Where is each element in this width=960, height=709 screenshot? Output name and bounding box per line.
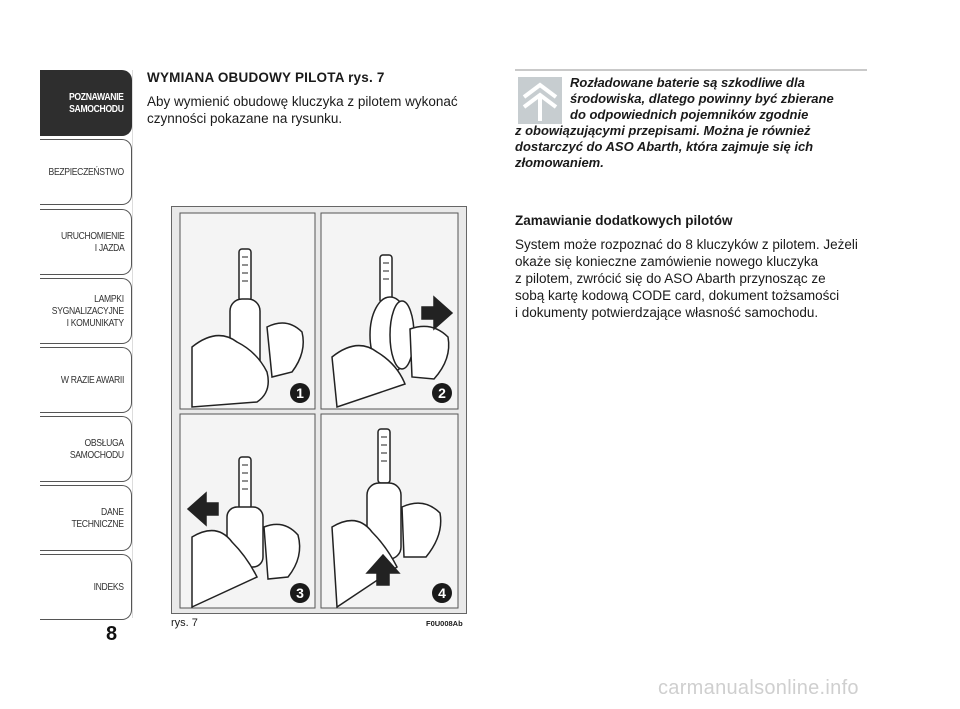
svg-text:2: 2 — [438, 385, 446, 401]
section-paragraph: Aby wymienić obudowę kluczyka z pilotem wykonać czynności pokazane na rysunku. — [147, 94, 458, 126]
step-badge-2 — [432, 383, 452, 403]
tab-bezpieczenstwo[interactable] — [40, 139, 132, 205]
tab-obsluga-samochodu[interactable] — [40, 416, 132, 482]
notice-top-rule — [515, 69, 867, 71]
tab-label: LAMPKI SYGNALIZACYJNE I KOMUNIKATY — [52, 293, 124, 329]
svg-text:3: 3 — [296, 585, 304, 601]
step-badge-1 — [290, 383, 310, 403]
tab-label: BEZPIECZEŃSTWO — [48, 166, 124, 178]
tab-label: DANE TECHNICZNE — [71, 506, 124, 530]
tab-uruchomienie-i-jazda[interactable] — [40, 209, 132, 275]
page-number: 8 — [106, 623, 118, 645]
notice-line-1: Rozładowane baterie są szkodliwe dla — [570, 75, 805, 90]
tab-label: OBSŁUGA SAMOCHODU — [70, 437, 124, 461]
section-heading: WYMIANA OBUDOWY PILOTA rys. 7 — [147, 70, 385, 85]
watermark: carmanualsonline.info — [658, 677, 859, 699]
order-remotes-paragraph: System może rozpoznać do 8 kluczyków z pilotem. Jeżeli okaże się konieczne zamówienie nowego kluczyka z pilotem, zwrócić się do ASO Abarth przynosząc ze sobą kartę kodową CODE card, dokument tożsamości i dokumenty potwierdzające własność samochodu. — [515, 237, 858, 320]
order-remotes-heading: Zamawianie dodatkowych pilotów — [515, 213, 733, 228]
step-badge-3 — [290, 583, 310, 603]
tab-label: W RAZIE AWARII — [60, 374, 124, 386]
tab-label: INDEKS — [93, 581, 124, 593]
notice-line-2: środowiska, dlatego powinny być zbierane — [570, 91, 834, 106]
notice-line-3: do odpowiednich pojemników zgodnie — [570, 107, 809, 122]
step-badge-4 — [432, 583, 452, 603]
tab-indeks[interactable] — [40, 554, 132, 620]
notice-rest: z obowiązującymi przepisami. Można je również dostarczyć do ASO Abarth, która zajmuje się ich złomowaniem. — [515, 123, 814, 170]
tab-label: POZNAWANIE SAMOCHODU — [69, 91, 124, 115]
svg-text:4: 4 — [438, 585, 446, 601]
tab-poznawanie-samochodu[interactable] — [40, 70, 132, 136]
figure-caption: rys. 7 — [171, 617, 198, 629]
tab-dane-techniczne[interactable] — [40, 485, 132, 551]
tab-lampki-sygnalizacyjne[interactable] — [40, 278, 132, 344]
tab-label: URUCHOMIENIE I JAZDA — [60, 230, 124, 254]
figure-code: F0U008Ab — [426, 619, 463, 628]
battery-disposal-notice — [515, 75, 870, 171]
sidebar-divider — [132, 70, 133, 618]
key-remote-figure — [171, 206, 467, 614]
tab-w-razie-awarii[interactable] — [40, 347, 132, 413]
svg-text:1: 1 — [296, 385, 304, 401]
key-remote-disassembly-illustration — [172, 207, 466, 613]
